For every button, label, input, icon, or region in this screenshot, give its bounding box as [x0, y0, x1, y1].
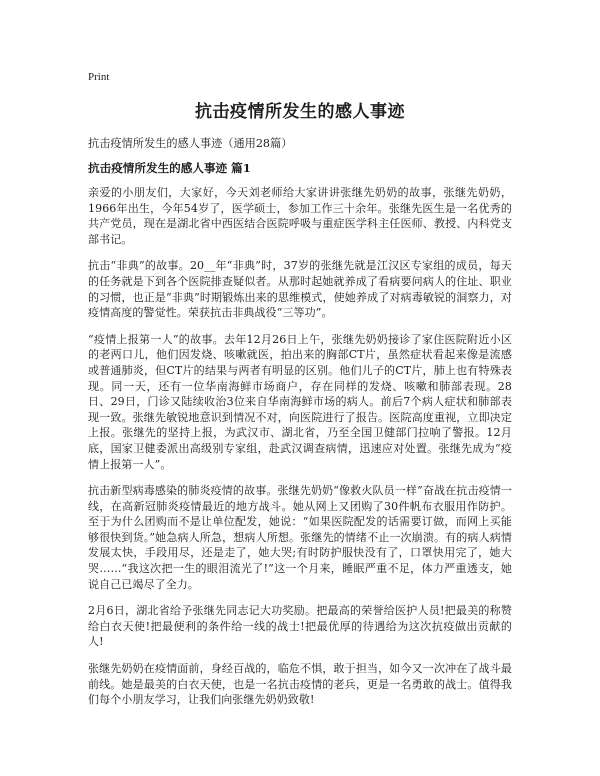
document-title: 抗击疫情所发生的感人事迹	[195, 102, 405, 122]
section-heading: 抗击疫情所发生的感人事迹 篇1	[88, 161, 251, 175]
paragraph-5: 2月6日，湖北省给予张继先同志记大功奖励。把最高的荣誉给医护人员!把最美的称赞给白衣天使!把最便利的条件给一线的战士!把最优厚的待遇给为这次抗疫做出贡献的人!	[88, 604, 512, 649]
paragraph-4: 抗击新型病毒感染的肺炎疫情的故事。张继先奶奶“像救火队员一样”奋战在抗击疫情一线，在高新冠肺炎疫情最近的地方战斗。她从网上又团购了30件帆布衣服用作防护。至于为什么团购而不是让单位配发，她说：“如果医院配发的话需要订做，而网上买能够很快到货。”她急病人所急，想病人所想。张继先的情绪不止一次崩溃。有的病人病情发展太快，手段用尽，还是走了，她大哭;有时防护服快没有了，口罩快用完了，她大哭……“我这次把一生的眼泪流光了!”这一个月来，睡眠严重不足，体力严重透支，她说自己已竭尽了全力。	[88, 484, 512, 591]
document-body	[88, 185, 512, 719]
paragraph-1: 亲爱的小朋友们，大家好，今天刘老师给大家讲讲张继先奶奶的故事，张继先奶奶，1966年出生，今年54岁了，医学硕士，参加工作三十余年。张继先医生是一名优秀的共产党员，现在是湖北省中西医结合医院呼吸与重症医学科主任医师、教授、内科党支部书记。	[88, 186, 512, 246]
document-subtitle: 抗击疫情所发生的感人事迹（通用28篇）	[88, 137, 293, 150]
paragraph-3: “疫情上报第一人”的故事。去年12月26日上午，张继先奶奶接诊了家住医院附近小区的老两口儿，他们因发烧、咳嗽就医，拍出来的胸部CT片，虽然症状看起来像是流感或普通肺炎，但CT片的结果与两者有明显的区别。他们儿子的CT片，肺上也有特殊表现。同一天，还有一位华南海鲜市场商户，存在同样的发烧、咳嗽和肺部表现。28日、29日，门诊又陆续收治3位来自华南海鲜市场的病人。前后7个病人症状和肺部表现一致。张继先敏锐地意识到情况不对，向医院进行了报告。医院高度重视，立即决定上报。张继先的坚持上报，为武汉市、湖北省，乃至全国卫健部门拉响了警报。12月底，国家卫健委派出高级别专家组，赴武汉调查病情，迅速应对处置。张继先成为“疫情上报第一人”。	[88, 332, 512, 471]
print-link[interactable]: Print	[88, 71, 110, 83]
paragraph-6: 张继先奶奶在疫情面前，身经百战的，临危不惧，敢于担当，如今又一次冲在了战斗最前线。她是最美的白衣天使，也是一名抗击疫情的老兵，更是一名勇敢的战士。值得我们每个小朋友学习，让我们向张继先奶奶致敬!	[88, 662, 512, 707]
paragraph-2: 抗击“非典”的故事。20__年“非典”时，37岁的张继先就是江汉区专家组的成员，每天的任务就是下到各个医院排查疑似者。从那时起她就养成了看病要问病人的住址、职业的习惯，也正是“非典”时期锻炼出来的思维模式，使她养成了对病毒敏锐的洞察力，对疫情高度的警觉性。荣获抗击非典战役“三等功”。	[88, 259, 512, 320]
